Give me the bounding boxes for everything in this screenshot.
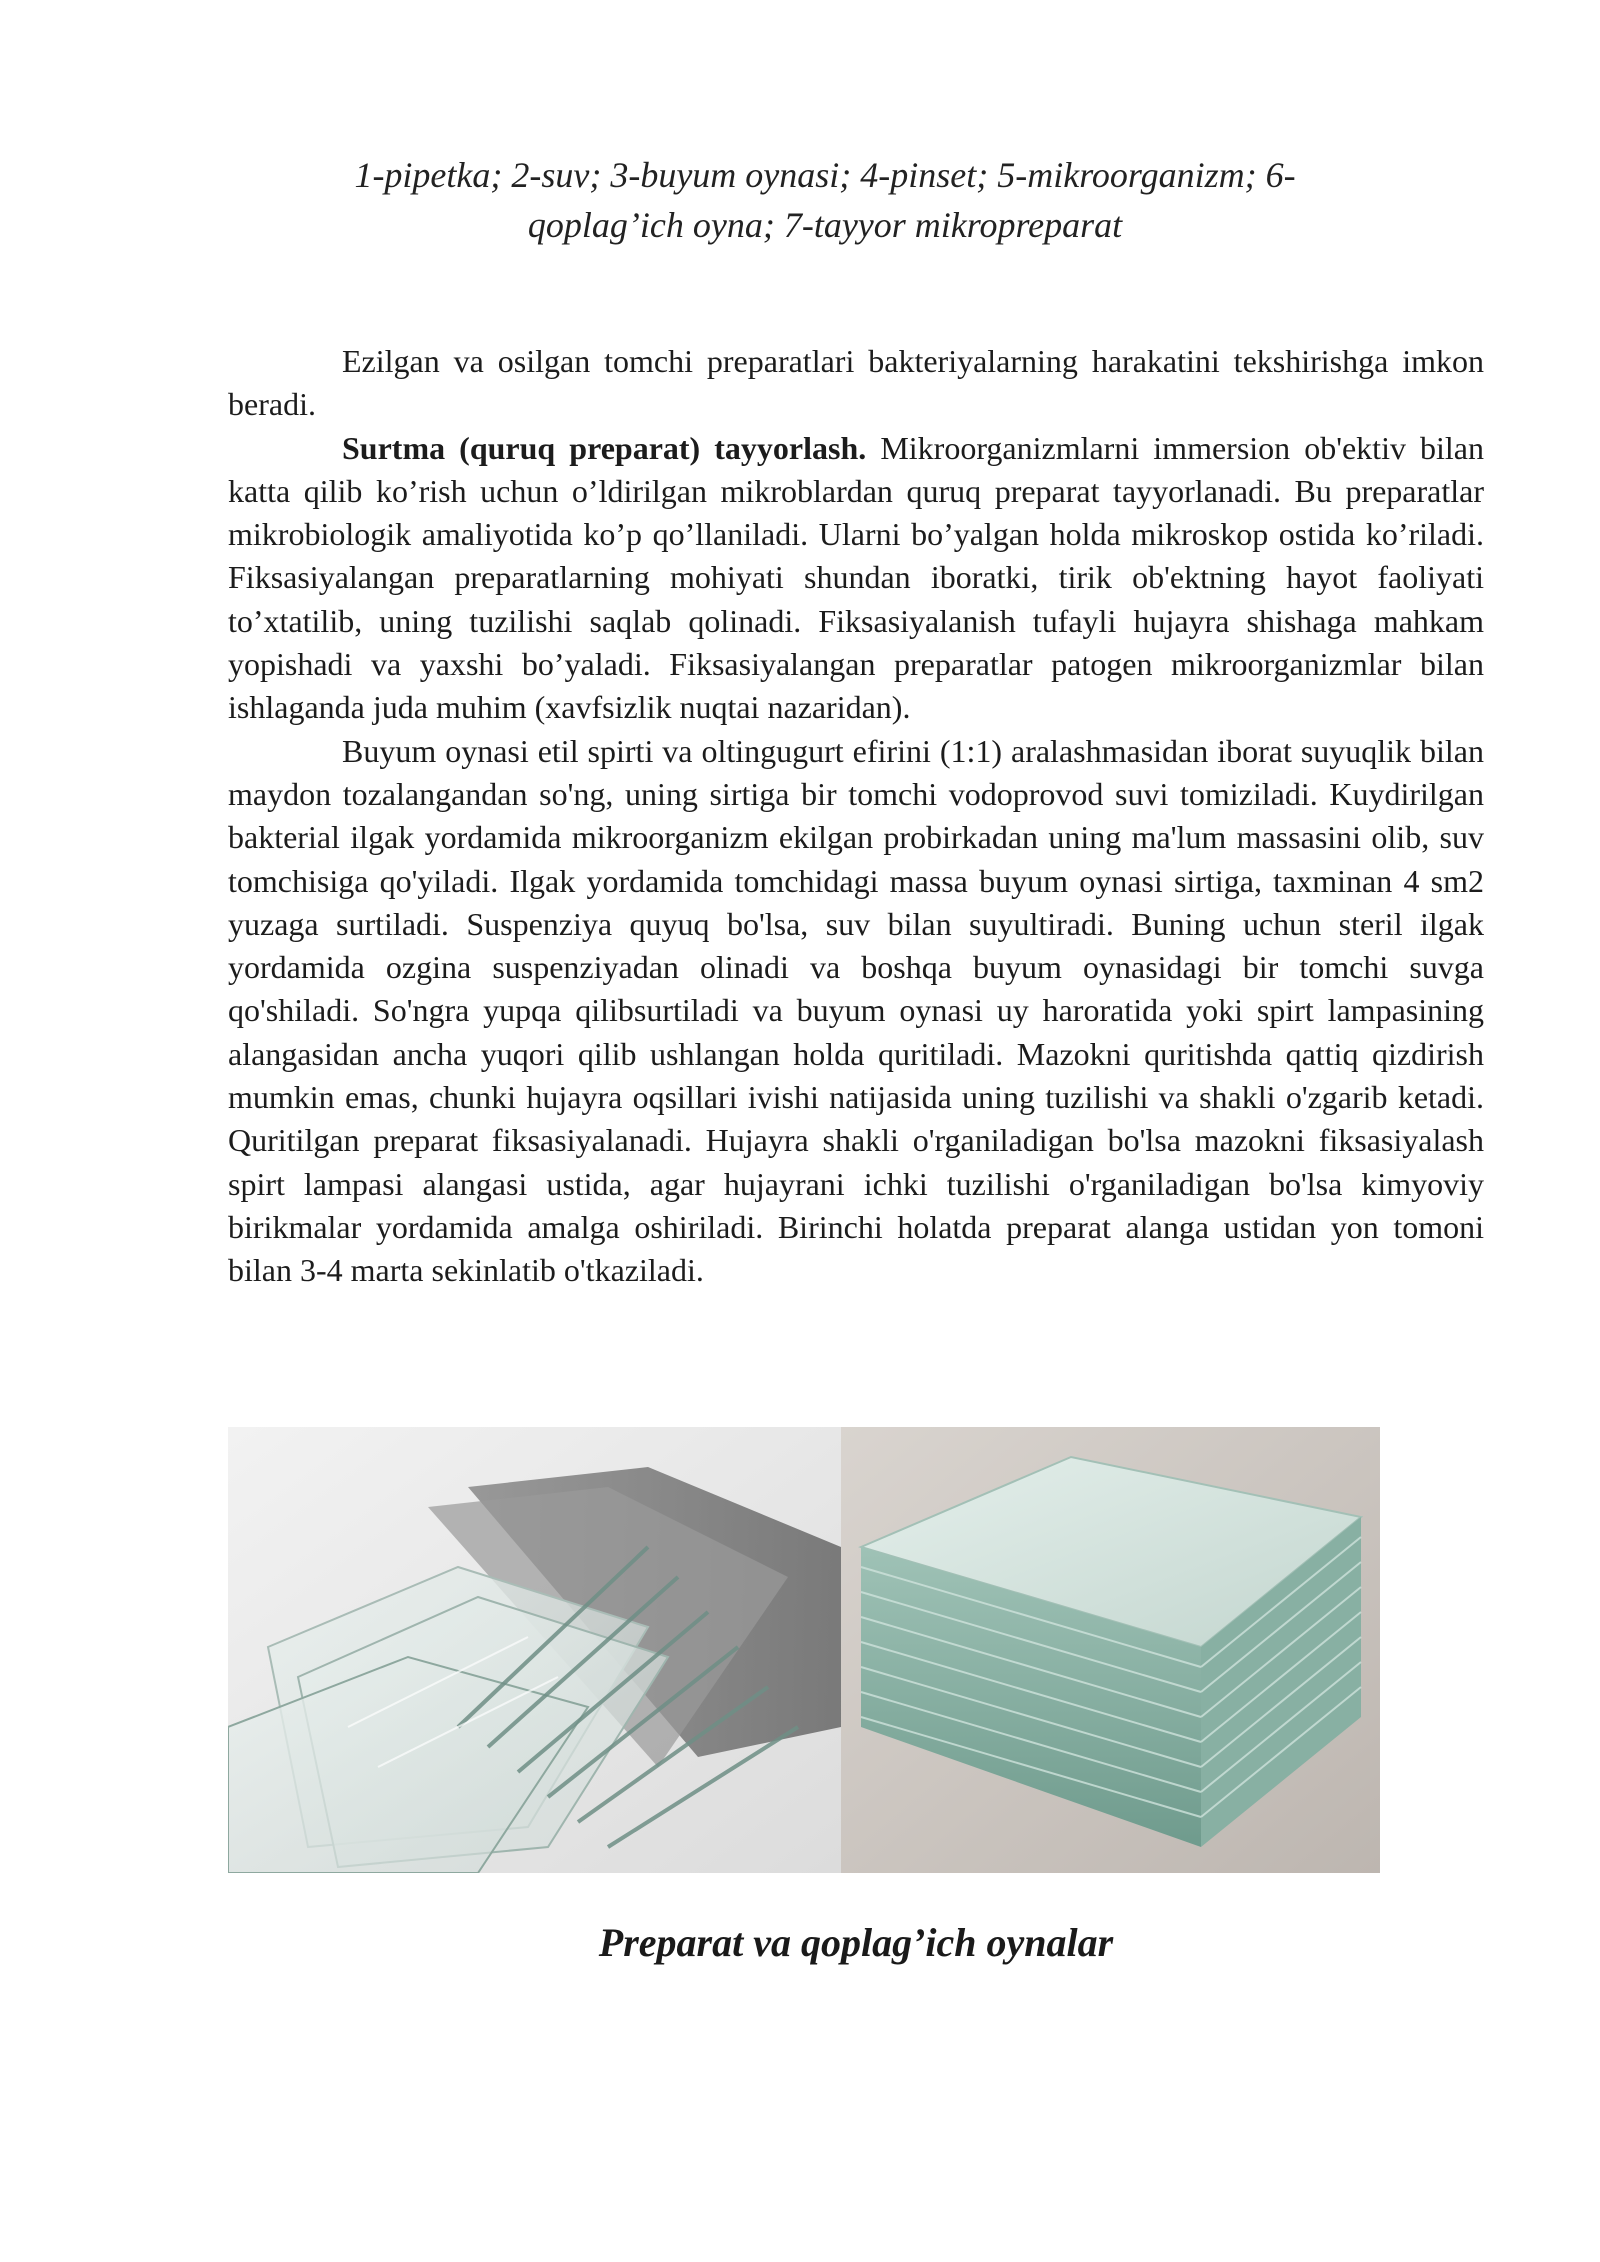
glass-slides-figure [228,1427,1380,1873]
section-heading: Surtma (quruq preparat) tayyorlash. [342,429,867,466]
paragraph-2 [228,427,1484,730]
paragraph-2-text: Mikroorganizmlarni immersion ob'ektiv bilan katta qilib ko’rish uchun o’ldirilgan mikroblardan quruq preparat tayyorlanadi. Bu preparatlar mikrobiologik amaliyotida ko’p qo’llaniladi. Ularni bo’yalgan holda mikroskop ostida ko’riladi. Fiksasiyalangan preparatlarning mohiyati shundan iboratki, tirik ob'ektning hayot faoliyati to’xtatilib, uning tuzilishi saqlab qolinadi. Fiksasiyalanish tufayli hujayra shishaga mahkam yopishadi va yaxshi bo’yaladi. Fiksasiyalangan preparatlar patogen mikroorganizmlar bilan ishlaganda juda muhim (xavfsizlik nuqtai nazaridan). [228,429,1485,726]
cover-glass-stack-photo [841,1427,1380,1873]
figure-legend-line-1: 1-pipetka; 2-suv; 3-buyum oynasi; 4-pinset; 5-mikroorganizm; 6- [354,155,1296,195]
paragraph-3: Buyum oynasi etil spirti va oltingugurt efirini (1:1) aralashmasidan iborat suyuqlik bilan maydon tozalangandan so'ng, uning sirtiga bir tomchi vodoprovod suvi tomiziladi. Kuydirilgan bakterial ilgak yordamida mikroorganizm ekilgan probirkadan uning ma'lum massasini olib, suv tomchisiga qo'yiladi. Ilgak yordamida tomchidagi massa buyum oynasi sirtiga, taxminan 4 sm2 yuzaga surtiladi. Suspenziya quyuq bo'lsa, suv bilan suyultiradi. Buning uchun steril ilgak yordamida ozgina suspenziyadan olinadi va boshqa buyum oynasidagi bir tomchi suvga qo'shiladi. So'ngra yupqa qilibsurtiladi va buyum oynasi uy haroratida yoki spirt lampasining alangasidan ancha yuqori qilib ushlangan holda quritiladi. Mazokni quritishda qattiq qizdirish mumkin emas, chunki hujayra oqsillari ivishi natijasida uning tuzilishi va shakli o'zgarib ketadi. Quritilgan preparat fiksasiyalanadi. Hujayra shakli o'rganiladigan bo'lsa mazokni fiksasiyalash spirt lampasi alangasi ustida, agar hujayrani ichki tuzilishi o'rganiladigan bo'lsa kimyoviy birikmalar yordamida amalga oshiriladi. Birinchi holatda preparat alanga ustidan yon tomoni bilan 3-4 marta sekinlatib o'tkaziladi. [228,732,1484,1289]
figure-legend-line-2: qoplag’ich oyna; 7-tayyor mikropreparat [527,205,1123,245]
figure-legend [230,150,1420,250]
body-text [228,340,1484,1293]
paragraph-1: Ezilgan va osilgan tomchi preparatlari bakteriyalarning harakatini tekshirishga imkon beradi. [228,343,1484,423]
figure-caption: Preparat va qoplag’ich oynalar [598,1920,1114,1965]
microscope-slides-photo [228,1427,841,1873]
